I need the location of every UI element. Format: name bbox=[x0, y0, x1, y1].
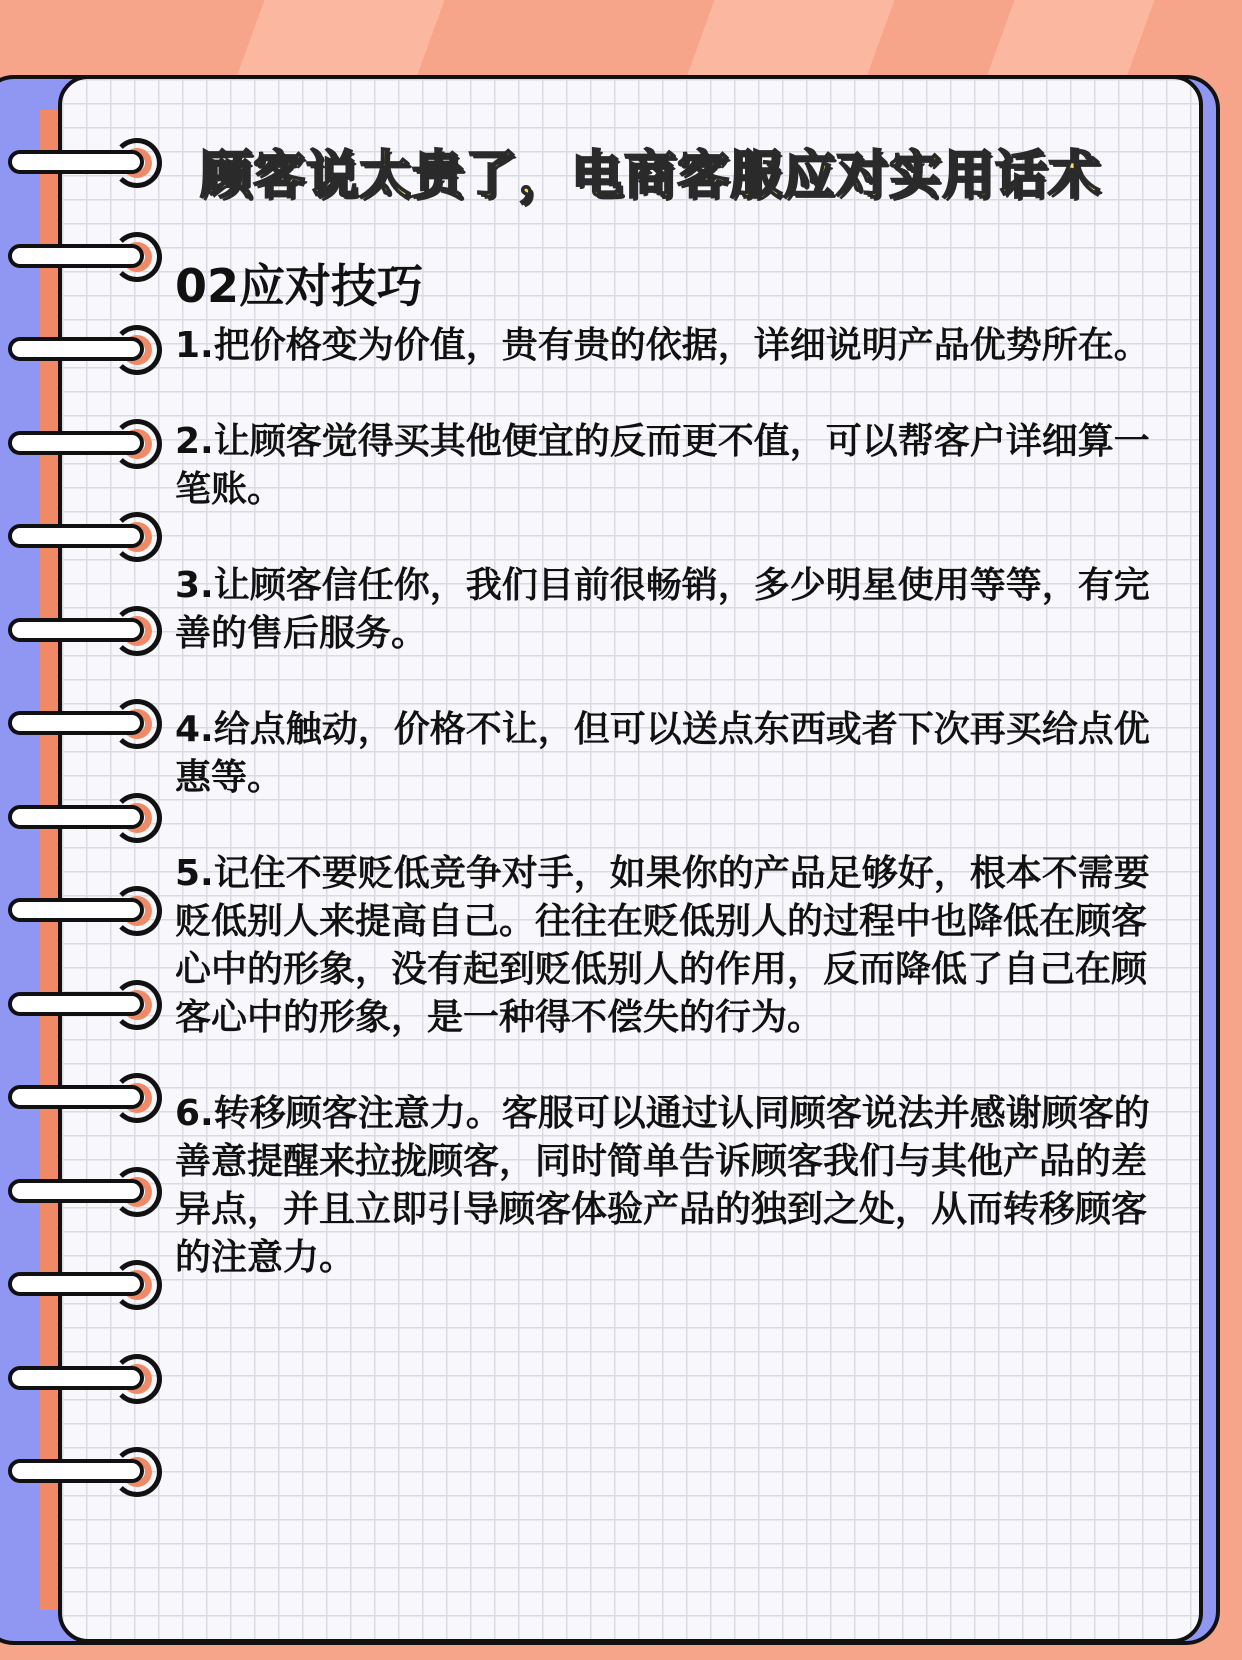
ring-loop bbox=[112, 886, 162, 936]
spiral-ring bbox=[8, 608, 158, 656]
ring-loop bbox=[112, 325, 162, 375]
ring-loop bbox=[112, 1447, 162, 1497]
tip-item: 1.把价格变为价值，贵有贵的依据，详细说明产品优势所在。 bbox=[175, 325, 1150, 366]
spiral-ring bbox=[8, 982, 158, 1030]
ring-loop bbox=[112, 980, 162, 1030]
spiral-ring bbox=[8, 795, 158, 843]
ring-loop bbox=[112, 1073, 162, 1123]
spiral-ring bbox=[8, 1449, 158, 1497]
ring-loop bbox=[112, 419, 162, 469]
spiral-ring bbox=[8, 514, 158, 562]
spiral-ring bbox=[8, 234, 158, 282]
ring-loop bbox=[112, 699, 162, 749]
ring-loop bbox=[112, 793, 162, 843]
tip-item: 4.给点触动，价格不让，但可以送点东西或者下次再买给点优惠等。 bbox=[175, 709, 1150, 798]
spiral-ring bbox=[8, 1075, 158, 1123]
ring-loop bbox=[112, 606, 162, 656]
spiral-ring bbox=[8, 140, 158, 188]
ring-loop bbox=[112, 1260, 162, 1310]
page-title: 顾客说太贵了，电商客服应对实用话术 bbox=[200, 145, 1102, 206]
spiral-ring bbox=[8, 888, 158, 936]
section-heading: 02应对技巧 bbox=[175, 259, 424, 314]
spiral-ring bbox=[8, 327, 158, 375]
ring-loop bbox=[112, 1354, 162, 1404]
tip-item: 5.记住不要贬低竞争对手，如果你的产品足够好，根本不需要贬低别人来提高自己。往往在贬低别人的过程中也降低在顾客心中的形象，没有起到贬低别人的作用，反而降低了自己在顾客心中的形象，是一种得不偿失的行为。 bbox=[175, 853, 1150, 1038]
spiral-ring bbox=[8, 1169, 158, 1217]
spiral-ring bbox=[8, 421, 158, 469]
tip-item: 2.让顾客觉得买其他便宜的反而更不值，可以帮客户详细算一笔账。 bbox=[175, 421, 1150, 510]
tip-item: 6.转移顾客注意力。客服可以通过认同顾客说法并感谢顾客的善意提醒来拉拢顾客，同时简单告诉顾客我们与其他产品的差异点，并且立即引导顾客体验产品的独到之处，从而转移顾客的注意力。 bbox=[175, 1093, 1150, 1278]
ring-loop bbox=[112, 232, 162, 282]
ring-loop bbox=[112, 512, 162, 562]
spiral-ring bbox=[8, 701, 158, 749]
spiral-ring bbox=[8, 1356, 158, 1404]
spiral-ring bbox=[8, 1262, 158, 1310]
ring-loop bbox=[112, 1167, 162, 1217]
ring-loop bbox=[112, 138, 162, 188]
tips-list bbox=[175, 322, 1175, 1330]
tip-item: 3.让顾客信任你，我们目前很畅销，多少明星使用等等，有完善的售后服务。 bbox=[175, 565, 1150, 654]
